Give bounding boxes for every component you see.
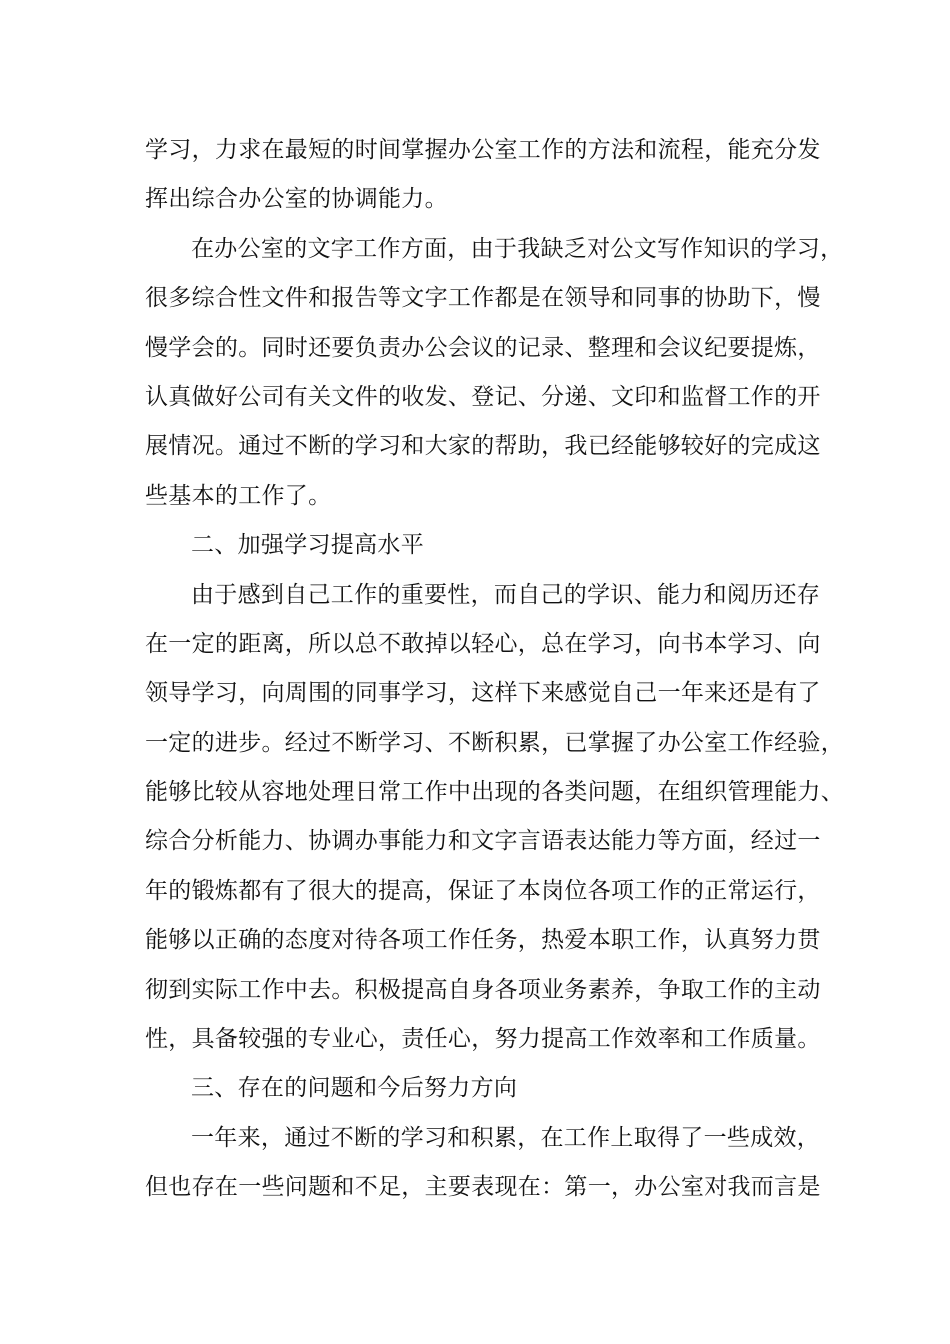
text-line: 挥出综合办公室的协调能力。 [145, 186, 448, 213]
text-line: 些基本的工作了。 [145, 482, 332, 509]
text-line: 很多综合性文件和报告等文字工作都是在领导和同事的协助下，慢 [145, 285, 821, 312]
text-line: 在一定的距离，所以总不敢掉以轻心，总在学习，向书本学习、向 [145, 630, 821, 657]
paragraph-start: 一年来，通过不断的学习和积累，在工作上取得了一些成效， [191, 1124, 821, 1151]
text-line: 性，具备较强的专业心，责任心，努力提高工作效率和工作质量。 [145, 1026, 821, 1053]
text-line: 学习，力求在最短的时间掌握办公室工作的方法和流程，能充分发 [145, 137, 821, 163]
section-heading: 二、加强学习提高水平 [191, 532, 424, 559]
text-line: 认真做好公司有关文件的收发、登记、分递、文印和监督工作的开 [145, 383, 821, 410]
text-line: 彻到实际工作中去。积极提高自身各项业务素养，争取工作的主动 [145, 976, 821, 1003]
text-line: 年的锻炼都有了很大的提高，保证了本岗位各项工作的正常运行， [145, 877, 821, 904]
text-line: 展情况。通过不断的学习和大家的帮助，我已经能够较好的完成这 [145, 433, 821, 460]
paragraph-start: 由于感到自己工作的重要性，而自己的学识、能力和阅历还存 [191, 581, 821, 608]
text-line: 综合分析能力、协调办事能力和文字言语表达能力等方面，经过一 [145, 828, 821, 855]
text-line: 一定的进步。经过不断学习、不断积累，已掌握了办公室工作经验， [145, 729, 844, 756]
text-line: 但也存在一些问题和不足，主要表现在：第一，办公室对我而言是 [145, 1174, 821, 1201]
body-text [145, 126, 844, 1213]
text-line: 慢学会的。同时还要负责办公会议的记录、整理和会议纪要提炼， [145, 334, 821, 361]
text-line: 领导学习，向周围的同事学习，这样下来感觉自己一年来还是有了 [145, 680, 821, 707]
paragraph-start: 在办公室的文字工作方面，由于我缺乏对公文写作知识的学习， [191, 235, 844, 262]
text-line: 能够比较从容地处理日常工作中出现的各类问题，在组织管理能力、 [145, 779, 844, 806]
text-line: 能够以正确的态度对待各项工作任务，热爱本职工作，认真努力贯 [145, 927, 821, 954]
section-heading: 三、存在的问题和今后努力方向 [191, 1075, 518, 1102]
